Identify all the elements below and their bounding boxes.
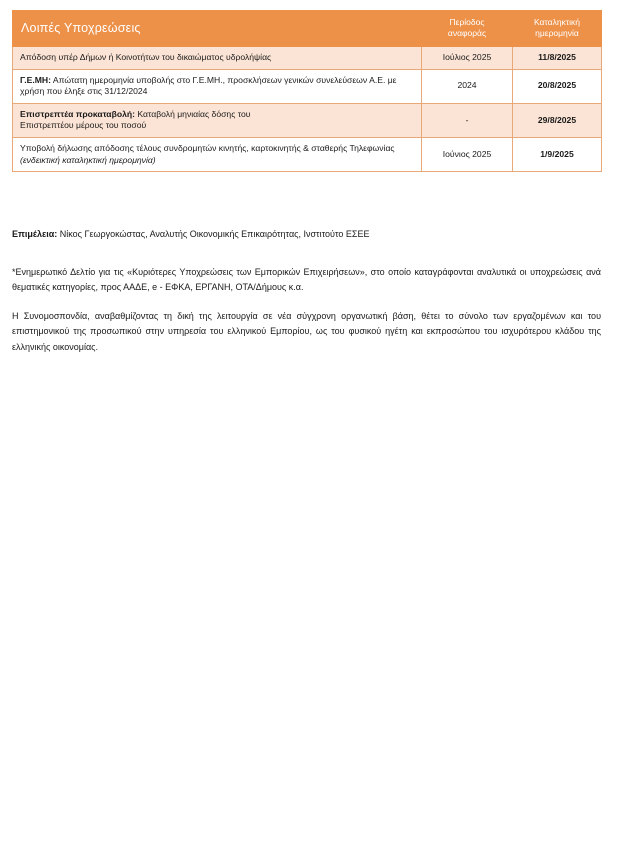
table-header-row — [13, 11, 602, 47]
notes-section — [12, 228, 601, 369]
row-period: Ιούλιος 2025 — [422, 46, 513, 69]
row-deadline: 1/9/2025 — [513, 137, 602, 171]
column-header-deadline — [513, 11, 602, 47]
credit-text: Νίκος Γεωργοκώστας, Αναλυτής Οικονομικής Επικαιρότητας, Ινστιτούτο ΕΣΕΕ — [57, 229, 370, 239]
table-header — [13, 11, 602, 47]
row-deadline: 29/8/2025 — [513, 103, 602, 137]
row-description-text: Απόδοση υπέρ Δήμων ή Κοινοτήτων του δικαιώματος υδρολήψίας — [20, 51, 272, 62]
obligations-table — [12, 10, 602, 172]
row-deadline: 11/8/2025 — [513, 46, 602, 69]
note-paragraph-1: *Ενημερωτικό Δελτίο για τις «Κυριότερες Υποχρεώσεις των Εμπορικών Επιχειρήσεων», στο οποίο καταγράφονται αναλυτικά οι υποχρεώσεις ανά θεματικές κατηγορίες, προς ΑΑΔΕ, e - ΕΦΚΑ, ΕΡΓΑΝΗ, ΟΤΑ/Δήμους κ.α. — [12, 266, 601, 292]
credit-line — [12, 228, 601, 241]
credit-label: Επιμέλεια: — [12, 229, 58, 239]
row-description-bold: Επιστρεπτέα προκαταβολή: — [20, 108, 135, 119]
table-row — [13, 103, 602, 137]
row-description — [13, 137, 422, 171]
row-period: 2024 — [422, 69, 513, 103]
table-row — [13, 137, 602, 171]
row-description — [13, 46, 422, 69]
row-description-line2: Επιστρεπτέου μέρους του ποσού — [20, 120, 147, 131]
obligations-table-container — [12, 10, 601, 172]
row-description-text: Απώτατη ημερομηνία υποβολής στο Γ.Ε.ΜΗ., προσκλήσεων γενικών συνελεύσεων Α.Ε. με χρήση που έληξε στις 31/12/2024 — [20, 74, 397, 97]
column-header-deadline-line1: Καταληκτική — [533, 17, 581, 27]
row-description — [13, 69, 422, 103]
row-description — [13, 103, 422, 137]
column-header-period — [422, 11, 513, 47]
row-description-bold: Γ.Ε.ΜΗ: — [20, 74, 51, 85]
row-description-italic: (ενδεικτική καταληκτική ημερομηνία) — [20, 154, 156, 165]
column-header-period-line1: Περίοδος — [449, 17, 485, 27]
table-row — [13, 69, 602, 103]
row-period: - — [422, 103, 513, 137]
column-header-period-line2: αναφοράς — [447, 28, 487, 39]
row-deadline: 20/8/2025 — [513, 69, 602, 103]
row-description-text: Υποβολή δήλωσης απόδοσης τέλους συνδρομητών κινητής, καρτοκινητής & σταθερής Τηλεφωνίας — [20, 142, 395, 153]
row-period: Ιούνιος 2025 — [422, 137, 513, 171]
table-title-cell: Λοιπές Υποχρεώσεις — [13, 11, 422, 47]
table-body — [13, 46, 602, 171]
column-header-deadline-line2: ημερομηνία — [535, 28, 579, 39]
row-description-text: Καταβολή μηνιαίας δόσης του — [134, 108, 251, 119]
note-paragraph-2: Η Συνομοσπονδία, αναβαθμίζοντας τη δική της λειτουργία σε νέα σύγχρονη οργανωτική βάση, θέτει το σύνολο των εργαζομένων και του επιστημονικού της προσωπικού στην υπηρεσία του ελληνικού Εμπορίου, ως του φυσικού ηγέτη και εκπροσώπου του ισχυρότερου κλάδου της ελληνικής οικονομίας. — [12, 311, 601, 352]
table-row — [13, 46, 602, 69]
